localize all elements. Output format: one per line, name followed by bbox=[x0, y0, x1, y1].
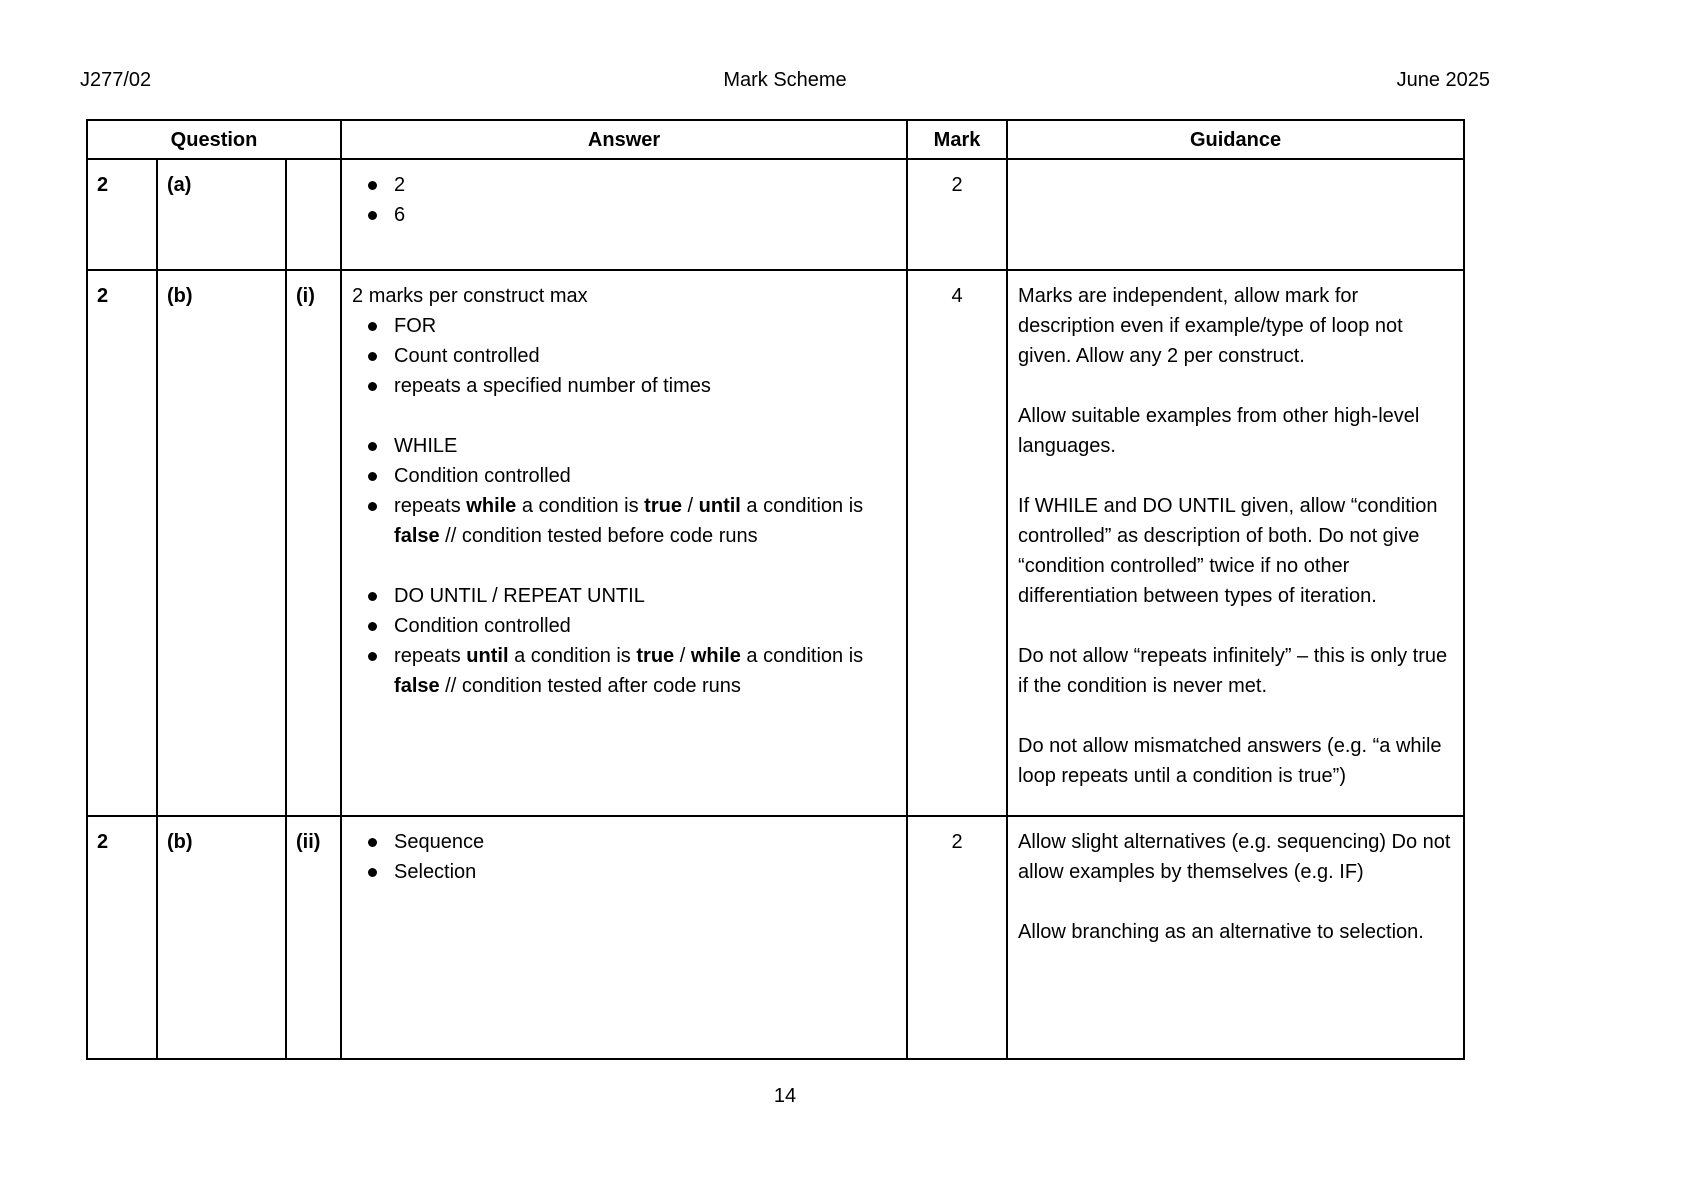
question-part-cell: (b) bbox=[157, 270, 286, 816]
column-header-answer: Answer bbox=[341, 120, 907, 159]
table-row bbox=[87, 159, 1464, 270]
answer-bullet-item: repeats while a condition is true / until a condition is false // condition tested before code runs bbox=[352, 491, 896, 551]
header-session: June 2025 bbox=[1396, 69, 1490, 91]
question-part-cell: (b) bbox=[157, 816, 286, 1059]
answer-bullet-item: WHILE bbox=[352, 431, 896, 461]
guidance-paragraph: Marks are independent, allow mark for description even if example/type of loop not given. Allow any 2 per construct. bbox=[1018, 285, 1403, 367]
answer-bullet-item: repeats until a condition is true / while a condition is false // condition tested after code runs bbox=[352, 641, 896, 701]
guidance-cell bbox=[1007, 270, 1464, 816]
answer-bullet-item: FOR bbox=[352, 311, 896, 341]
guidance-paragraph: Allow branching as an alternative to selection. bbox=[1018, 921, 1424, 943]
answer-bullet-group bbox=[352, 170, 896, 230]
question-number-cell: 2 bbox=[87, 270, 157, 816]
answer-bullet-item: Condition controlled bbox=[352, 611, 896, 641]
guidance-paragraph: Do not allow “repeats infinitely” – this is only true if the condition is never met. bbox=[1018, 645, 1448, 697]
answer-cell bbox=[341, 159, 907, 270]
guidance-cell bbox=[1007, 159, 1464, 270]
answer-bullet-group bbox=[352, 581, 896, 701]
table-header-row bbox=[87, 120, 1464, 159]
question-number-cell: 2 bbox=[87, 159, 157, 270]
guidance-paragraph: Allow suitable examples from other high-level languages. bbox=[1018, 405, 1420, 457]
answer-bullet-item: Count controlled bbox=[352, 341, 896, 371]
answer-cell bbox=[341, 270, 907, 816]
mark-cell: 4 bbox=[907, 270, 1007, 816]
answer-bullet-item: Condition controlled bbox=[352, 461, 896, 491]
question-subpart-cell bbox=[286, 159, 341, 270]
table-row bbox=[87, 270, 1464, 816]
page-number: 14 bbox=[773, 1085, 797, 1107]
document-header bbox=[80, 66, 1490, 94]
answer-bullet-group bbox=[352, 311, 896, 401]
question-subpart-cell: (i) bbox=[286, 270, 341, 816]
guidance-paragraph: Do not allow mismatched answers (e.g. “a while loop repeats until a condition is true”) bbox=[1018, 735, 1442, 787]
question-number-cell: 2 bbox=[87, 816, 157, 1059]
answer-cell bbox=[341, 816, 907, 1059]
answer-bullet-item: Sequence bbox=[352, 827, 896, 857]
answer-intro: 2 marks per construct max bbox=[352, 285, 588, 307]
header-title: Mark Scheme bbox=[723, 69, 847, 91]
mark-scheme-table bbox=[86, 119, 1465, 1060]
answer-bullet-item: 2 bbox=[352, 170, 896, 200]
mark-scheme-table-body bbox=[87, 159, 1464, 1059]
guidance-cell bbox=[1007, 816, 1464, 1059]
answer-bullet-group bbox=[352, 827, 896, 887]
column-header-question: Question bbox=[87, 120, 341, 159]
mark-cell: 2 bbox=[907, 816, 1007, 1059]
question-part-cell: (a) bbox=[157, 159, 286, 270]
column-header-guidance: Guidance bbox=[1007, 120, 1464, 159]
answer-bullet-item: Selection bbox=[352, 857, 896, 887]
guidance-paragraph: Allow slight alternatives (e.g. sequencing) Do not allow examples by themselves (e.g. IF) bbox=[1018, 831, 1451, 883]
answer-bullet-item: repeats a specified number of times bbox=[352, 371, 896, 401]
column-header-mark: Mark bbox=[907, 120, 1007, 159]
guidance-paragraph: If WHILE and DO UNTIL given, allow “condition controlled” as description of both. Do not give “condition controlled” twice if no other differentiation between types of iteration. bbox=[1018, 495, 1438, 607]
header-paper-code: J277/02 bbox=[80, 69, 152, 91]
answer-bullet-item: 6 bbox=[352, 200, 896, 230]
answer-bullet-item: DO UNTIL / REPEAT UNTIL bbox=[352, 581, 896, 611]
answer-bullet-group bbox=[352, 431, 896, 551]
question-subpart-cell: (ii) bbox=[286, 816, 341, 1059]
mark-cell: 2 bbox=[907, 159, 1007, 270]
table-row bbox=[87, 816, 1464, 1059]
